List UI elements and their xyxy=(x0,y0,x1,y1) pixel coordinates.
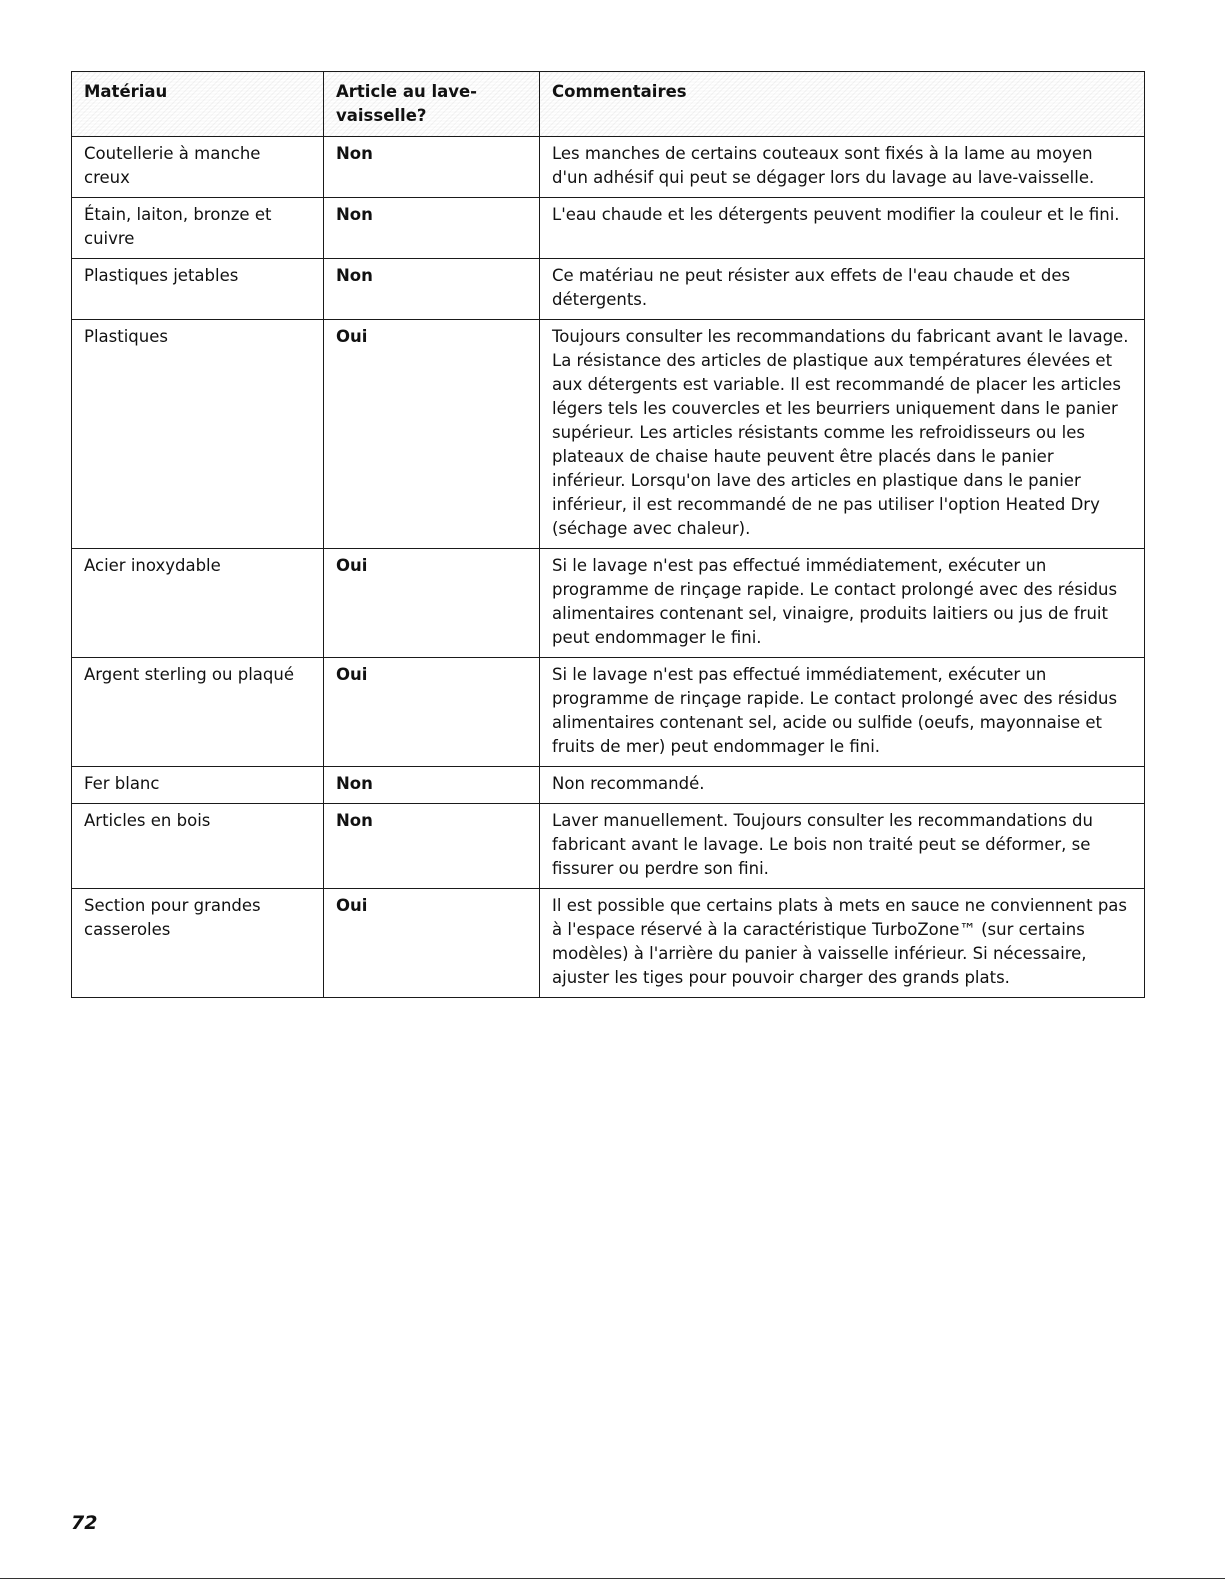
comment-cell: Toujours consulter les recommandations du fabricant avant le lavage. La résistance des articles de plastique aux températures élevées et aux détergents est variable. Il est recommandé de placer les articles légers tels les couvercles et les beurriers uniquement dans le panier supérieur. Les articles résistants comme les refroidisseurs ou les plateaux de chaise haute peuvent être placés dans le panier inférieur. Lorsqu'on lave des articles en plastique dans le panier inférieur, il est recommandé de ne pas utiliser l'option Heated Dry (séchage avec chaleur). xyxy=(540,320,1145,549)
header-dishwasher-safe: Article au lave-vaisselle? xyxy=(324,72,540,137)
table-row xyxy=(72,549,1145,658)
comment-cell: Si le lavage n'est pas effectué immédiatement, exécuter un programme de rinçage rapide. Le contact prolongé avec des résidus alimentaires contenant sel, acide ou sulfide (oeufs, mayonnaise et fruits de mer) peut endommager le fini. xyxy=(540,658,1145,767)
material-cell: Articles en bois xyxy=(72,804,324,889)
table-row xyxy=(72,804,1145,889)
dishwasher-materials-table xyxy=(71,71,1145,998)
material-cell: Section pour grandes casseroles xyxy=(72,889,324,998)
table-row xyxy=(72,658,1145,767)
header-material: Matériau xyxy=(72,72,324,137)
comment-cell: Il est possible que certains plats à mets en sauce ne conviennent pas à l'espace réservé à la caractéristique TurboZone™ (sur certains modèles) à l'arrière du panier à vaisselle inférieur. Si nécessaire, ajuster les tiges pour pouvoir charger des grands plats. xyxy=(540,889,1145,998)
comment-cell: Les manches de certains couteaux sont fixés à la lame au moyen d'un adhésif qui peut se dégager lors du lavage au lave-vaisselle. xyxy=(540,137,1145,198)
dishwasher-safe-cell: Oui xyxy=(324,549,540,658)
comment-cell: Non recommandé. xyxy=(540,767,1145,804)
comment-cell: Laver manuellement. Toujours consulter les recommandations du fabricant avant le lavage. Le bois non traité peut se déformer, se fissurer ou perdre son fini. xyxy=(540,804,1145,889)
bottom-divider xyxy=(0,1578,1225,1579)
dishwasher-safe-cell: Non xyxy=(324,198,540,259)
material-cell: Fer blanc xyxy=(72,767,324,804)
material-cell: Coutellerie à manche creux xyxy=(72,137,324,198)
dishwasher-safe-cell: Oui xyxy=(324,320,540,549)
table-row xyxy=(72,259,1145,320)
material-cell: Plastiques jetables xyxy=(72,259,324,320)
header-comments: Commentaires xyxy=(540,72,1145,137)
material-cell: Acier inoxydable xyxy=(72,549,324,658)
dishwasher-safe-cell: Oui xyxy=(324,889,540,998)
table-row xyxy=(72,137,1145,198)
comment-cell: Ce matériau ne peut résister aux effets de l'eau chaude et des détergents. xyxy=(540,259,1145,320)
table-row xyxy=(72,889,1145,998)
material-cell: Argent sterling ou plaqué xyxy=(72,658,324,767)
table-header-row xyxy=(72,72,1145,137)
dishwasher-safe-cell: Non xyxy=(324,259,540,320)
comment-cell: L'eau chaude et les détergents peuvent modifier la couleur et le fini. xyxy=(540,198,1145,259)
table-row xyxy=(72,767,1145,804)
material-cell: Plastiques xyxy=(72,320,324,549)
dishwasher-safe-cell: Non xyxy=(324,804,540,889)
comment-cell: Si le lavage n'est pas effectué immédiatement, exécuter un programme de rinçage rapide. Le contact prolongé avec des résidus alimentaires contenant sel, vinaigre, produits laitiers ou jus de fruit peut endommager le fini. xyxy=(540,549,1145,658)
table-row xyxy=(72,198,1145,259)
dishwasher-safe-cell: Oui xyxy=(324,658,540,767)
dishwasher-safe-cell: Non xyxy=(324,137,540,198)
table-row xyxy=(72,320,1145,549)
page-number: 72 xyxy=(71,1512,98,1534)
material-cell: Étain, laiton, bronze et cuivre xyxy=(72,198,324,259)
dishwasher-safe-cell: Non xyxy=(324,767,540,804)
